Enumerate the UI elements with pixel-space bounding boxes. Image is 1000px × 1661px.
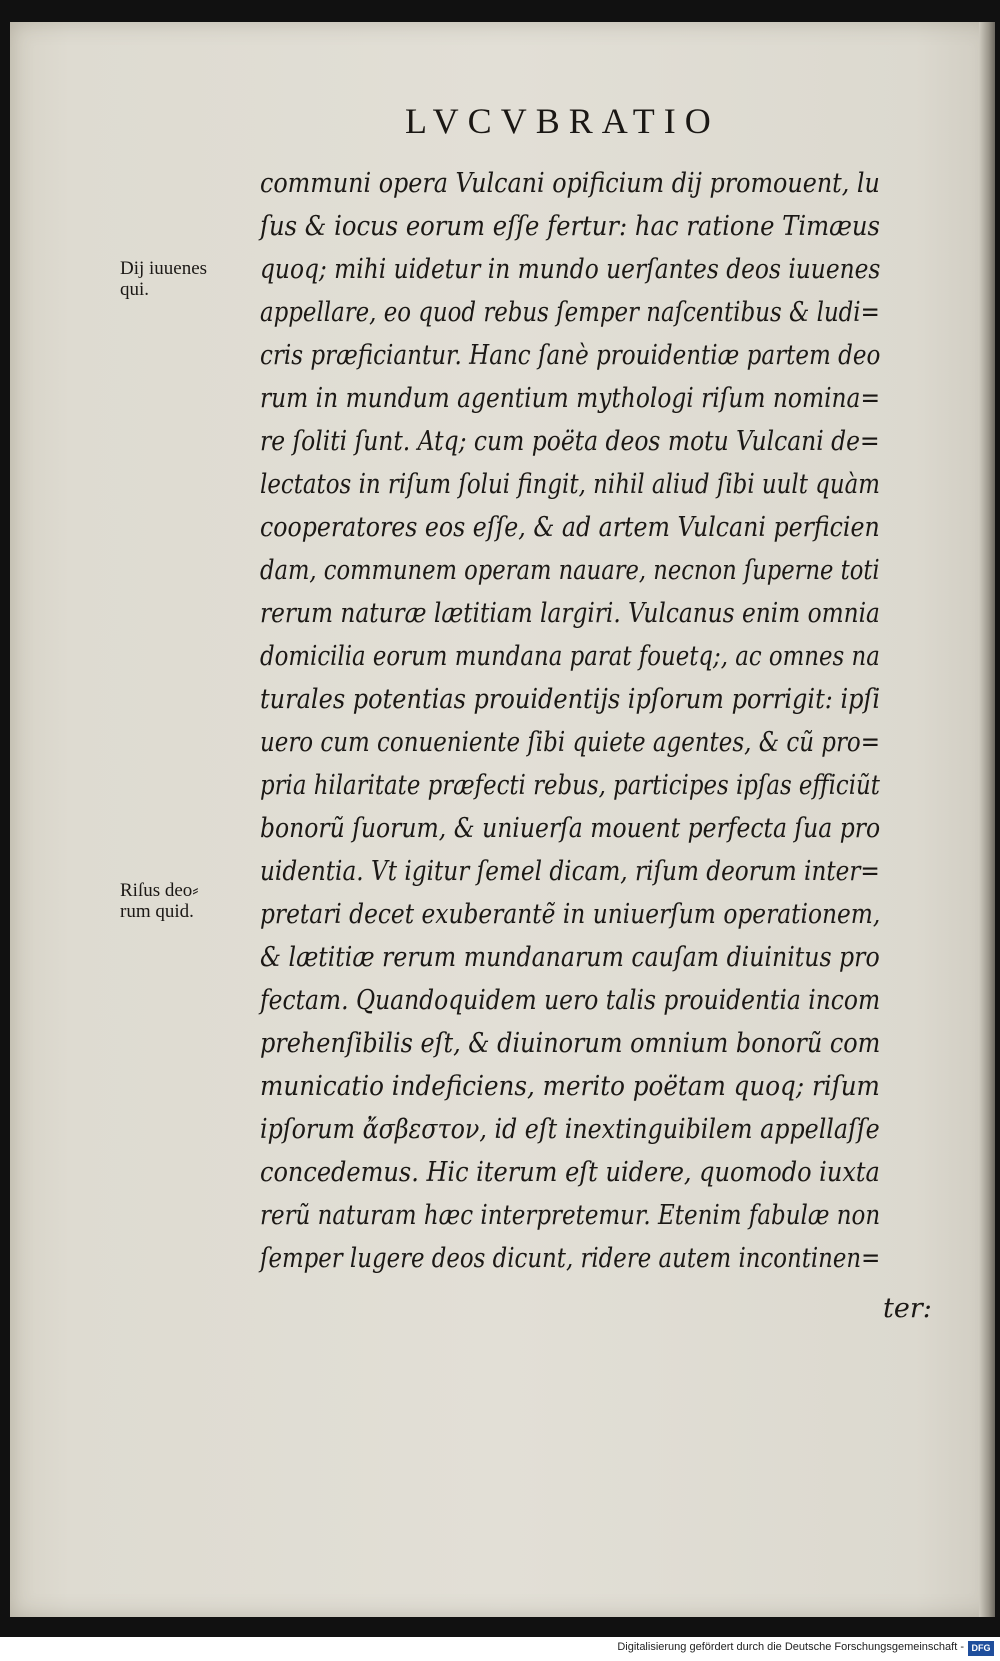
marginal-note — [120, 880, 199, 922]
dfg-logo-icon: DFG — [968, 1641, 994, 1656]
marginal-note-line: Riſus deo⸗ — [120, 880, 199, 901]
marginal-note-line: qui. — [120, 279, 150, 300]
footer-credit: Digitalisierung gefördert durch die Deutsche Forschungsgemeinschaft - — [617, 1641, 964, 1653]
text-line: cris præficiantur. Hanc ſanè prouidentiæ partem deo — [260, 340, 881, 371]
text-line: municatio indeficiens, merito poëtam quoq; riſum — [260, 1071, 880, 1102]
text-line: pretari decet exuberantẽ in uniuerſum operationem, — [260, 899, 881, 930]
text-line: quoq; mihi uidetur in mundo uerſantes deos iuuenes — [260, 254, 881, 285]
text-line: bonorũ ſuorum, & uniuerſa mouent perfecta ſua pro — [260, 813, 881, 844]
text-line: uidentia. Vt igitur ſemel dicam, riſum deorum inter= — [260, 856, 880, 887]
page-edge-shadow — [979, 22, 995, 1617]
text-line: re ſoliti ſunt. Atq; cum poëta deos motu Vulcani de= — [260, 426, 880, 457]
text-line: ſus & iocus eorum eſſe fertur: hac ratione Timæus — [260, 211, 880, 242]
marginal-note-line: Dij iuuenes — [120, 258, 208, 279]
text-line: fectam. Quandoquidem uero talis prouidentia incom — [260, 985, 881, 1016]
text-line: turales potentias prouidentijs ipſorum porrigit: ipſi — [260, 684, 881, 715]
text-line: rum in mundum agentium mythologi riſum nomina= — [260, 383, 880, 414]
text-line: pria hilaritate præfecti rebus, participes ipſas efficiũt — [260, 770, 880, 801]
text-line: & lætitiæ rerum mundanarum cauſam diuinitus pro — [260, 942, 880, 973]
text-line: uero cum conueniente ſibi quiete agentes, & cũ pro= — [260, 727, 880, 758]
text-line: cooperatores eos eſſe, & ad artem Vulcani perficien — [260, 512, 880, 543]
text-line: prehenſibilis eſt, & diuinorum omnium bonorũ com — [260, 1028, 881, 1059]
text-line: ter: — [883, 1293, 932, 1324]
text-line: communi opera Vulcani opificium dij promouent, lu — [260, 168, 880, 199]
text-line: rerum naturæ lætitiam largiri. Vulcanus enim omnia — [260, 598, 880, 629]
text-line: rerũ naturam hæc interpretemur. Etenim fabulæ non — [260, 1200, 881, 1231]
marginal-note — [120, 258, 207, 300]
marginal-note-line: rum quid. — [120, 901, 194, 922]
running-head: LVCVBRATIO — [405, 101, 720, 141]
text-line: appellare, eo quod rebus ſemper naſcentibus & ludi= — [260, 297, 880, 328]
footer-bar — [0, 1637, 1000, 1661]
text-line: lectatos in riſum ſolui fingit, nihil aliud ſibi uult quàm — [260, 469, 881, 500]
text-line: ipſorum ἄσβεστον, id eſt inextinguibilem appellaſſe — [260, 1114, 880, 1145]
text-line: concedemus. Hic iterum eſt uidere, quomodo iuxta — [260, 1157, 880, 1188]
text-line: dam, communem operam nauare, necnon ſuperne toti — [260, 555, 880, 586]
text-line: domicilia eorum mundana parat fouetq;, ac omnes na — [260, 641, 880, 672]
text-line: ſemper lugere deos dicunt, ridere autem incontinen= — [260, 1243, 881, 1274]
